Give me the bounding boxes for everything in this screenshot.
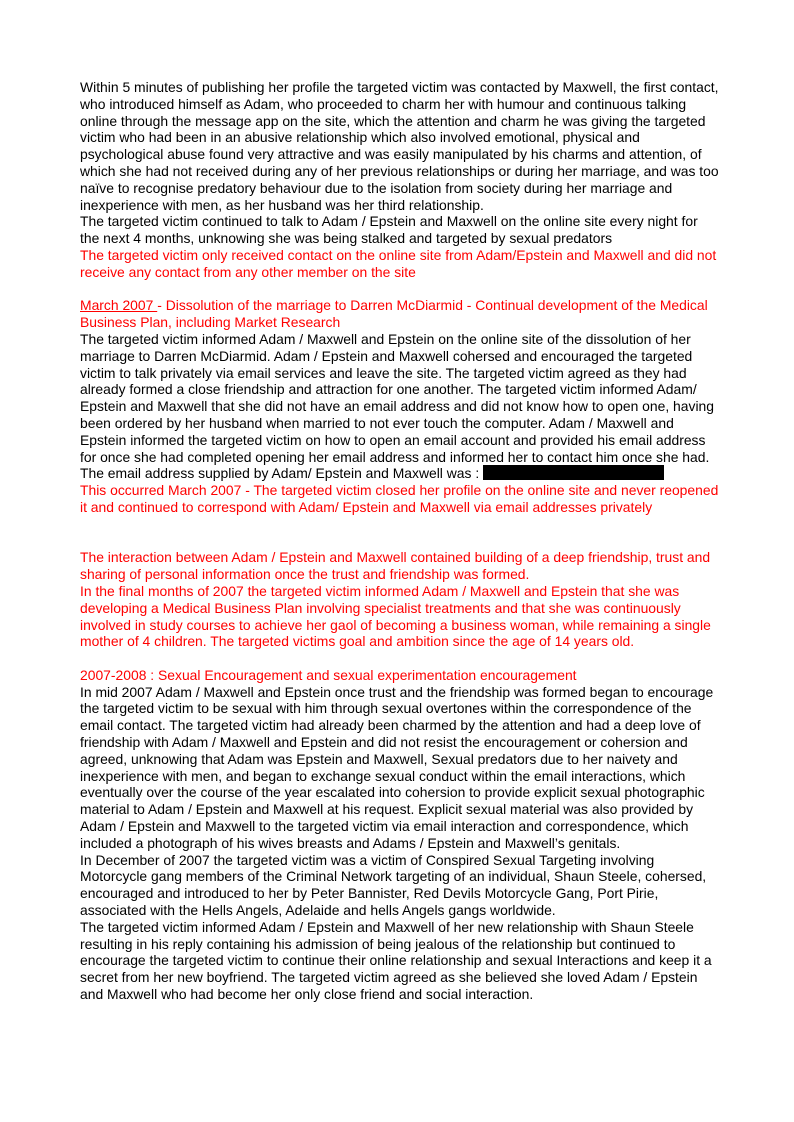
email-address-label: The email address supplied by Adam/ Epstein and Maxwell was :	[80, 465, 480, 482]
paragraph-initial-contact: Within 5 minutes of publishing her profile the targeted victim was contacted by Maxwell, the first contact, who introduced himself as Adam, who proceeded to charm her with humour and continuous talking online through the message app on the site, which the attention and charm he was giving the targeted victim who had been in an abusive relationship which also involved emotional, physical and psychological abuse found very attractive and was easily manipulated by his charms and attention, of which she had not received during any of her previous relationships or during her marriage, and was too naïve to recognise predatory behaviour due to the isolation from society during her marriage and inexperience with men, as her husband was her third relationship.	[80, 79, 719, 213]
paragraph-december-2007: In December of 2007 the targeted victim was a victim of Conspired Sexual Targeting involving Motorcycle gang members of the Criminal Network targeting of an individual, Shaun Steele, cohersed, encouraged and introduced to her by Peter Bannister, Red Devils Motorcycle Gang, Port Pirie, associated with the Hells Angels, Adelaide and hells Angels gangs worldwide.	[80, 851, 707, 919]
paragraph-four-months: The targeted victim continued to talk to Adam / Epstein and Maxwell on the online site every night for the next 4 months, unknowing she was being stalked and targeted by sexual predators	[80, 213, 698, 247]
heading-title: - Dissolution of the marriage to Darren McDiarmid - Continual development of the Medical Business Plan, including Market Research	[80, 297, 708, 331]
document-page	[80, 79, 720, 1003]
heading-2007-2008: 2007-2008 : Sexual Encouragement and sexual experimentation encouragement	[80, 666, 577, 683]
paragraph-mid-2007: In mid 2007 Adam / Maxwell and Epstein once trust and the friendship was formed began to encourage the targeted victim to be sexual with him through sexual overtones within the correspondence of the email contact. The targeted victim had already been charmed by the attention and had a deep love of friendship with Adam / Maxwell and Epstein and did not resist the encouragement or cohersion and agreed, unknowing that Adam was Epstein and Maxwell, Sexual predators due to her naivety and inexperience with men, and began to exchange sexual conduct within the email interactions, which eventually over the course of the year escalated into cohersion to provide explicit sexual photographic material to Adam / Epstein and Maxwell at his request. Explicit sexual material was also provided by Adam / Epstein and Maxwell to the targeted victim via email interaction and correspondence, which included a photograph of his wives breasts and Adams / Epstein and Maxwell’s genitals.	[80, 683, 714, 851]
spacer	[80, 650, 720, 667]
paragraph-closed-profile: This occurred March 2007 - The targeted victim closed her profile on the online site and never reopened it and continued to correspond with Adam/ Epstein and Maxwell via email addresses privately	[80, 482, 719, 515]
paragraph-only-contact: The targeted victim only received contact on the online site from Adam/Epstein and Maxwell and did not receive any contact from any other member on the site	[80, 246, 717, 280]
paragraph-email-address	[80, 465, 720, 482]
paragraph-new-relationship: The targeted victim informed Adam / Epstein and Maxwell of her new relationship with Shaun Steele resulting in his reply containing his admission of being jealous of the relationship but continued to encourage the targeted victim to continue their online relationship and sexual Interactions and keep it a secret from her new boyfriend. The targeted victim agreed as she believed she loved Adam / Epstein and Maxwell who had become her only close friend and social interaction.	[80, 918, 712, 1003]
paragraph-dissolution: The targeted victim informed Adam / Maxwell and Epstein on the online site of the dissolution of her marriage to Darren McDiarmid. Adam / Epstein and Maxwell cohersed and encouraged the targeted victim to talk privately via email services and leave the site. The targeted victim agreed as they had already formed a close friendship and attraction for one another. The targeted victim informed Adam/ Epstein and Maxwell that she did not have an email address and did not know how to open one, having been ordered by her husband when married to not ever touch the computer. Adam / Maxwell and Epstein informed the targeted victim on how to open an email account and provided his email address for once she had completed opening her email address and informed her to contact him once she had.	[80, 330, 714, 465]
heading-march-2007	[80, 297, 720, 331]
paragraph-business-plan: In the final months of 2007 the targeted victim informed Adam / Maxwell and Epstein that she was developing a Medical Business Plan involving specialist treatments and that she was continuously involved in study courses to achieve her gaol of becoming a business woman, while remaining a single mother of 4 children. The targeted victims goal and ambition since the age of 14 years old.	[80, 582, 711, 650]
redaction-block	[483, 465, 664, 480]
spacer	[80, 281, 720, 298]
spacer	[80, 516, 720, 550]
paragraph-interaction: The interaction between Adam / Epstein and Maxwell contained building of a deep friendship, trust and sharing of personal information once the trust and friendship was formed.	[80, 549, 711, 583]
heading-date: March 2007	[80, 297, 158, 314]
